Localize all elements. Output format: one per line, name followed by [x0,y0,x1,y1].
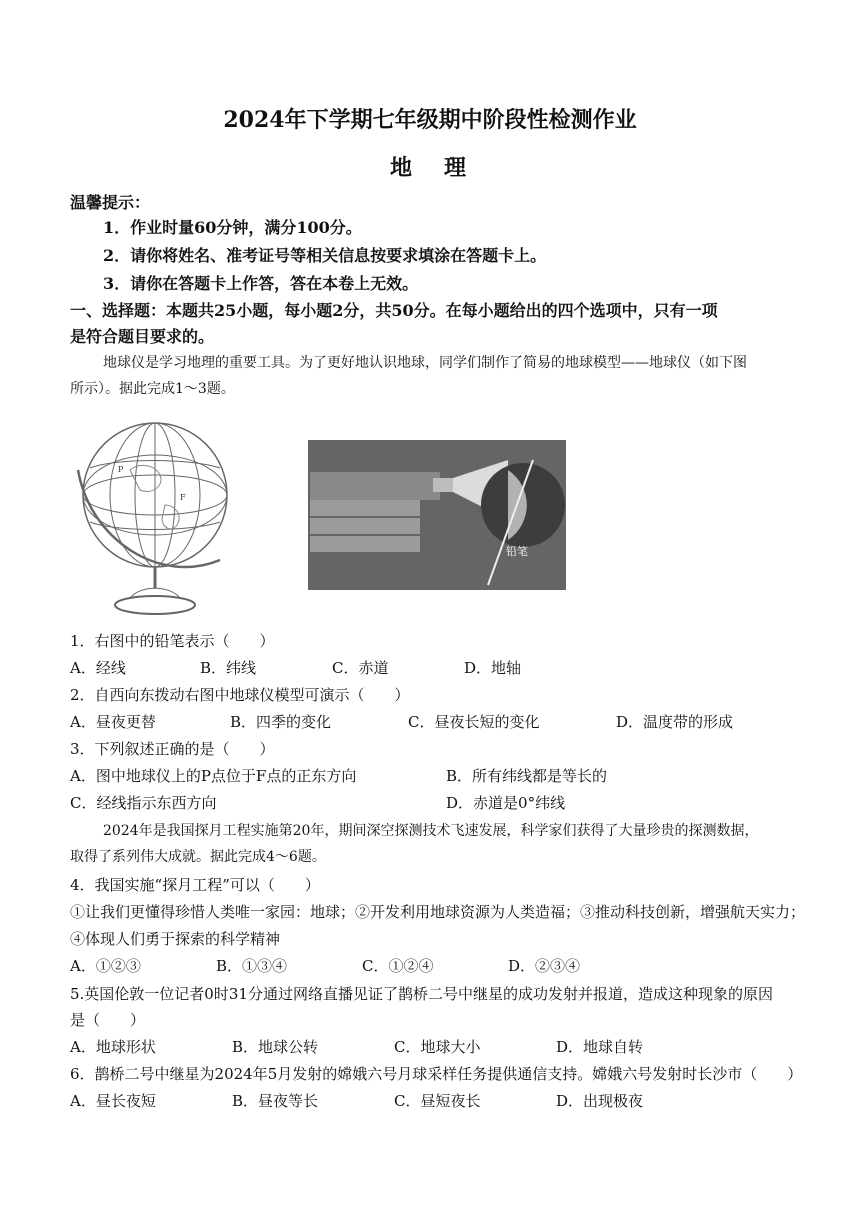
question-stem: 3．下列叙述正确的是（ ） [70,740,275,758]
option-b: B．所有纬线都是等长的 [446,767,608,785]
option-a: A．昼夜更替 [70,713,156,731]
question-stem: 4．我国实施“探月工程”可以（ ） [70,876,320,894]
tip-item: 3．请你在答题卡上作答，答在本卷上无效。 [103,274,419,293]
passage-text: 取得了系列伟大成就。据此完成4～6题。 [70,849,326,865]
option-b: B．纬线 [200,659,257,677]
subject-char-a: 地 [389,155,416,181]
tip-item: 2．请你将姓名、准考证号等相关信息按要求填涂在答题卡上。 [103,246,547,265]
question-stem-cont: 是（ ） [70,1011,146,1029]
option-a: A．昼长夜短 [70,1092,156,1110]
pencil-label: 铅笔 [506,545,528,558]
option-c: C．赤道 [332,659,389,677]
page-title: 2024年下学期七年级期中阶段性检测作业 [223,107,637,133]
question-stem: 5.英国伦敦一位记者0时31分通过网络直播见证了鹊桥二号中继星的成功发射并报道，造成这种现象的原因 [70,985,773,1003]
option-b: B．昼夜等长 [232,1092,319,1110]
question-choices-text: ①让我们更懂得珍惜人类唯一家园：地球；②开发利用地球资源为人类造福；③推动科技创新，增强航天实力； [70,903,806,921]
question-stem: 1．右图中的铅笔表示（ ） [70,632,275,650]
subject-title [0,151,860,182]
option-d: D．出现极夜 [556,1092,644,1110]
option-b: B．①③④ [216,957,288,975]
option-d: D．②③④ [508,957,581,975]
svg-text:P: P [118,465,124,474]
option-d: D．温度带的形成 [616,713,734,731]
question-choices-text: ④体现人们勇于探索的科学精神 [70,930,281,948]
question-stem: 6．鹊桥二号中继星为2024年5月发射的嫦娥六号月球采样任务提供通信支持。嫦娥六号发射时长沙市（ ） [70,1065,803,1083]
svg-text:F: F [180,493,186,502]
option-c: C．昼短夜长 [394,1092,481,1110]
option-d: D．赤道是0°纬线 [446,794,566,812]
globe-model-photo [308,440,566,590]
option-d: D．地轴 [464,659,522,677]
passage-text: 所示）。据此完成1～3题。 [70,381,235,397]
option-c: C．经线指示东西方向 [70,794,217,812]
globe-icon [70,410,240,620]
question-stem: 2．自西向东拨动右图中地球仪模型可演示（ ） [70,686,410,704]
option-b: B．四季的变化 [230,713,332,731]
passage-text: 2024年是我国探月工程实施第20年，期间深空探测技术飞速发展，科学家们获得了大量珍贵的探测数据， [103,823,759,839]
option-c: C．①②④ [362,957,434,975]
tips-heading: 温馨提示： [70,193,151,212]
option-a: A．图中地球仪上的P点位于F点的正东方向 [70,767,357,785]
option-a: A．地球形状 [70,1038,156,1056]
option-a: A．经线 [70,659,126,677]
option-c: C．昼夜长短的变化 [408,713,540,731]
passage-text: 地球仪是学习地理的重要工具。为了更好地认识地球，同学们制作了简易的地球模型——地球仪（如下图 [103,355,747,371]
tip-item: 1．作业时量60分钟，满分100分。 [103,218,362,237]
option-b: B．地球公转 [232,1038,319,1056]
option-d: D．地球自转 [556,1038,644,1056]
option-c: C．地球大小 [394,1038,481,1056]
section-heading: 一、选择题：本题共25小题，每小题2分，共50分。在每小题给出的四个选项中，只有一项 [70,301,718,320]
subject-char-b: 理 [444,155,471,181]
option-a: A．①②③ [70,957,141,975]
section-heading-cont: 是符合题目要求的。 [70,327,215,346]
